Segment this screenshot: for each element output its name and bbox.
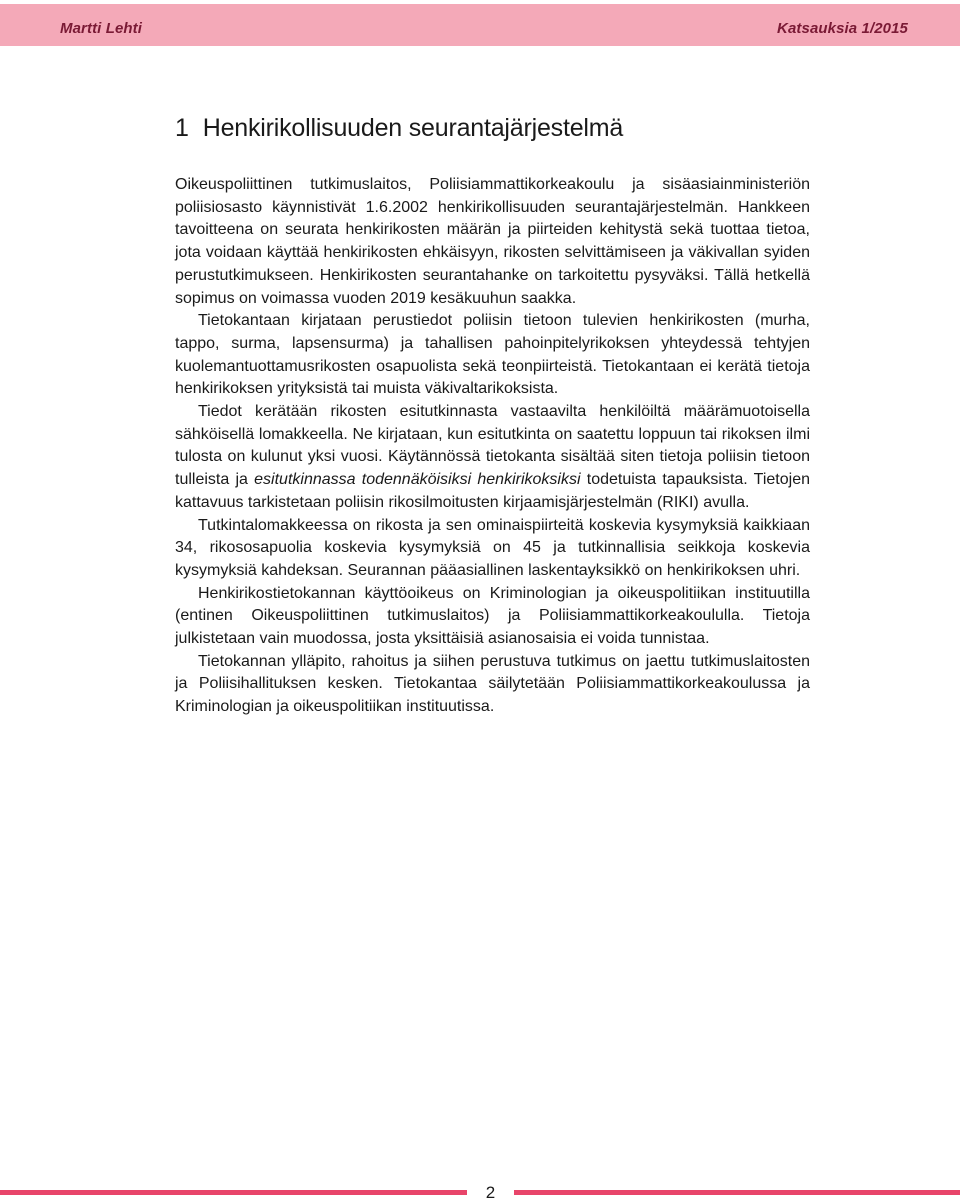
- header-author: Martti Lehti: [60, 20, 143, 37]
- paragraph-text: Henkirikostietokannan käyttöoikeus on Kriminologian ja oikeuspolitiikan instituutilla (entinen Oikeuspoliittinen tutkimuslaitos) ja Poliisiammattikorkeakoululla. Tietoja julkistetaan vain muodossa, josta yksittäisiä asianosaisia ei voida tunnistaa.: [175, 584, 810, 648]
- paragraph: [175, 515, 810, 583]
- body-text: [175, 174, 810, 719]
- paragraph: [175, 651, 810, 719]
- paragraph: [175, 583, 810, 651]
- paragraph-text: Tutkintalomakkeessa on rikosta ja sen ominaispiirteitä koskevia kysymyksiä kaikkiaan 34, rikososapuolia koskevia kysymyksiä on 45 ja tutkinnallisia seikkoja koskevia kysymyksiä kahdeksan. Seurannan pääasiallinen laskentayksikkö on henkirikoksen uhri.: [175, 516, 810, 579]
- main-content: [175, 112, 810, 719]
- page-header: [0, 4, 960, 46]
- paragraph-text: Tietokannan ylläpito, rahoitus ja siihen perustuva tutkimus on jaettu tutkimuslaitosten ja Poliisihallituksen kesken. Tietokantaa säilytetään Poliisiammattikorkeakoulussa ja Kriminologian ja oikeuspolitiikan instituutissa.: [175, 652, 810, 716]
- header-series: Katsauksia 1/2015: [777, 20, 908, 37]
- paragraph-text: Tiedot kerätään rikosten esitutkinnasta vastaavilta henkilöiltä määrämuotoisella sähköisellä lomakkeella. Ne kirjataan, kun esitutkinta on saatettu loppuun tai rikoksen ilmi tulosta on kulunut yksi vuosi. Käytännössä tietokanta sisältää siten tietoja poliisin tietoon tulleista ja: [175, 403, 810, 489]
- footer-rule-right: [514, 1190, 960, 1195]
- section-number: 1: [175, 114, 189, 142]
- paragraph-text: Oikeuspoliittinen tutkimuslaitos, Poliisiammattikorkeakoulu ja sisäasiainministeriön poliisiosasto käynnistivät 1.6.2002 henkirikollisuuden seurantajärjestelmän. Hankkeen tavoitteena on seurata henkirikosten määrän ja piirteiden kehitystä sekä tuottaa tietoa, jota voidaan käyttää henkirikosten ehkäisyyn, rikosten selvittämiseen ja väkivallan syiden perustutkimukseen. Henkirikosten seurantahanke on tarkoitettu pysyväksi. Tällä hetkellä sopimus on voimassa vuoden 2019 kesäkuuhun saakka.: [175, 176, 810, 307]
- paragraph-text: todetuista tapauksista. Tietojen kattavuus tarkistetaan poliisin rikosilmoitusten kirjaamisjärjestelmän (RIKI) avulla.: [175, 471, 811, 511]
- paragraph-text: Tietokantaan kirjataan perustiedot poliisin tietoon tulevien henkirikosten (murha, tappo, surma, lapsensurma) ja tahallisen pahoinpitelyrikoksen yhteydessä tehtyjen kuolemantuottamusrikosten osapuolista sekä teonpiirteistä. Tietokantaan ei kerätä tietoja henkirikoksen yrityksistä tai muista väkivaltarikoksista.: [175, 312, 810, 398]
- section-heading: [175, 112, 810, 144]
- paragraph-text-italic: esitutkinnassa todennäköisiksi henkirikoksiksi: [254, 471, 581, 489]
- section-title: Henkirikollisuuden seurantajärjestelmä: [202, 114, 624, 142]
- paragraph: [175, 174, 810, 310]
- paragraph: [175, 310, 810, 401]
- paragraph: [175, 401, 810, 515]
- page-number: 2: [485, 1183, 496, 1202]
- footer-rule-left: [0, 1190, 467, 1195]
